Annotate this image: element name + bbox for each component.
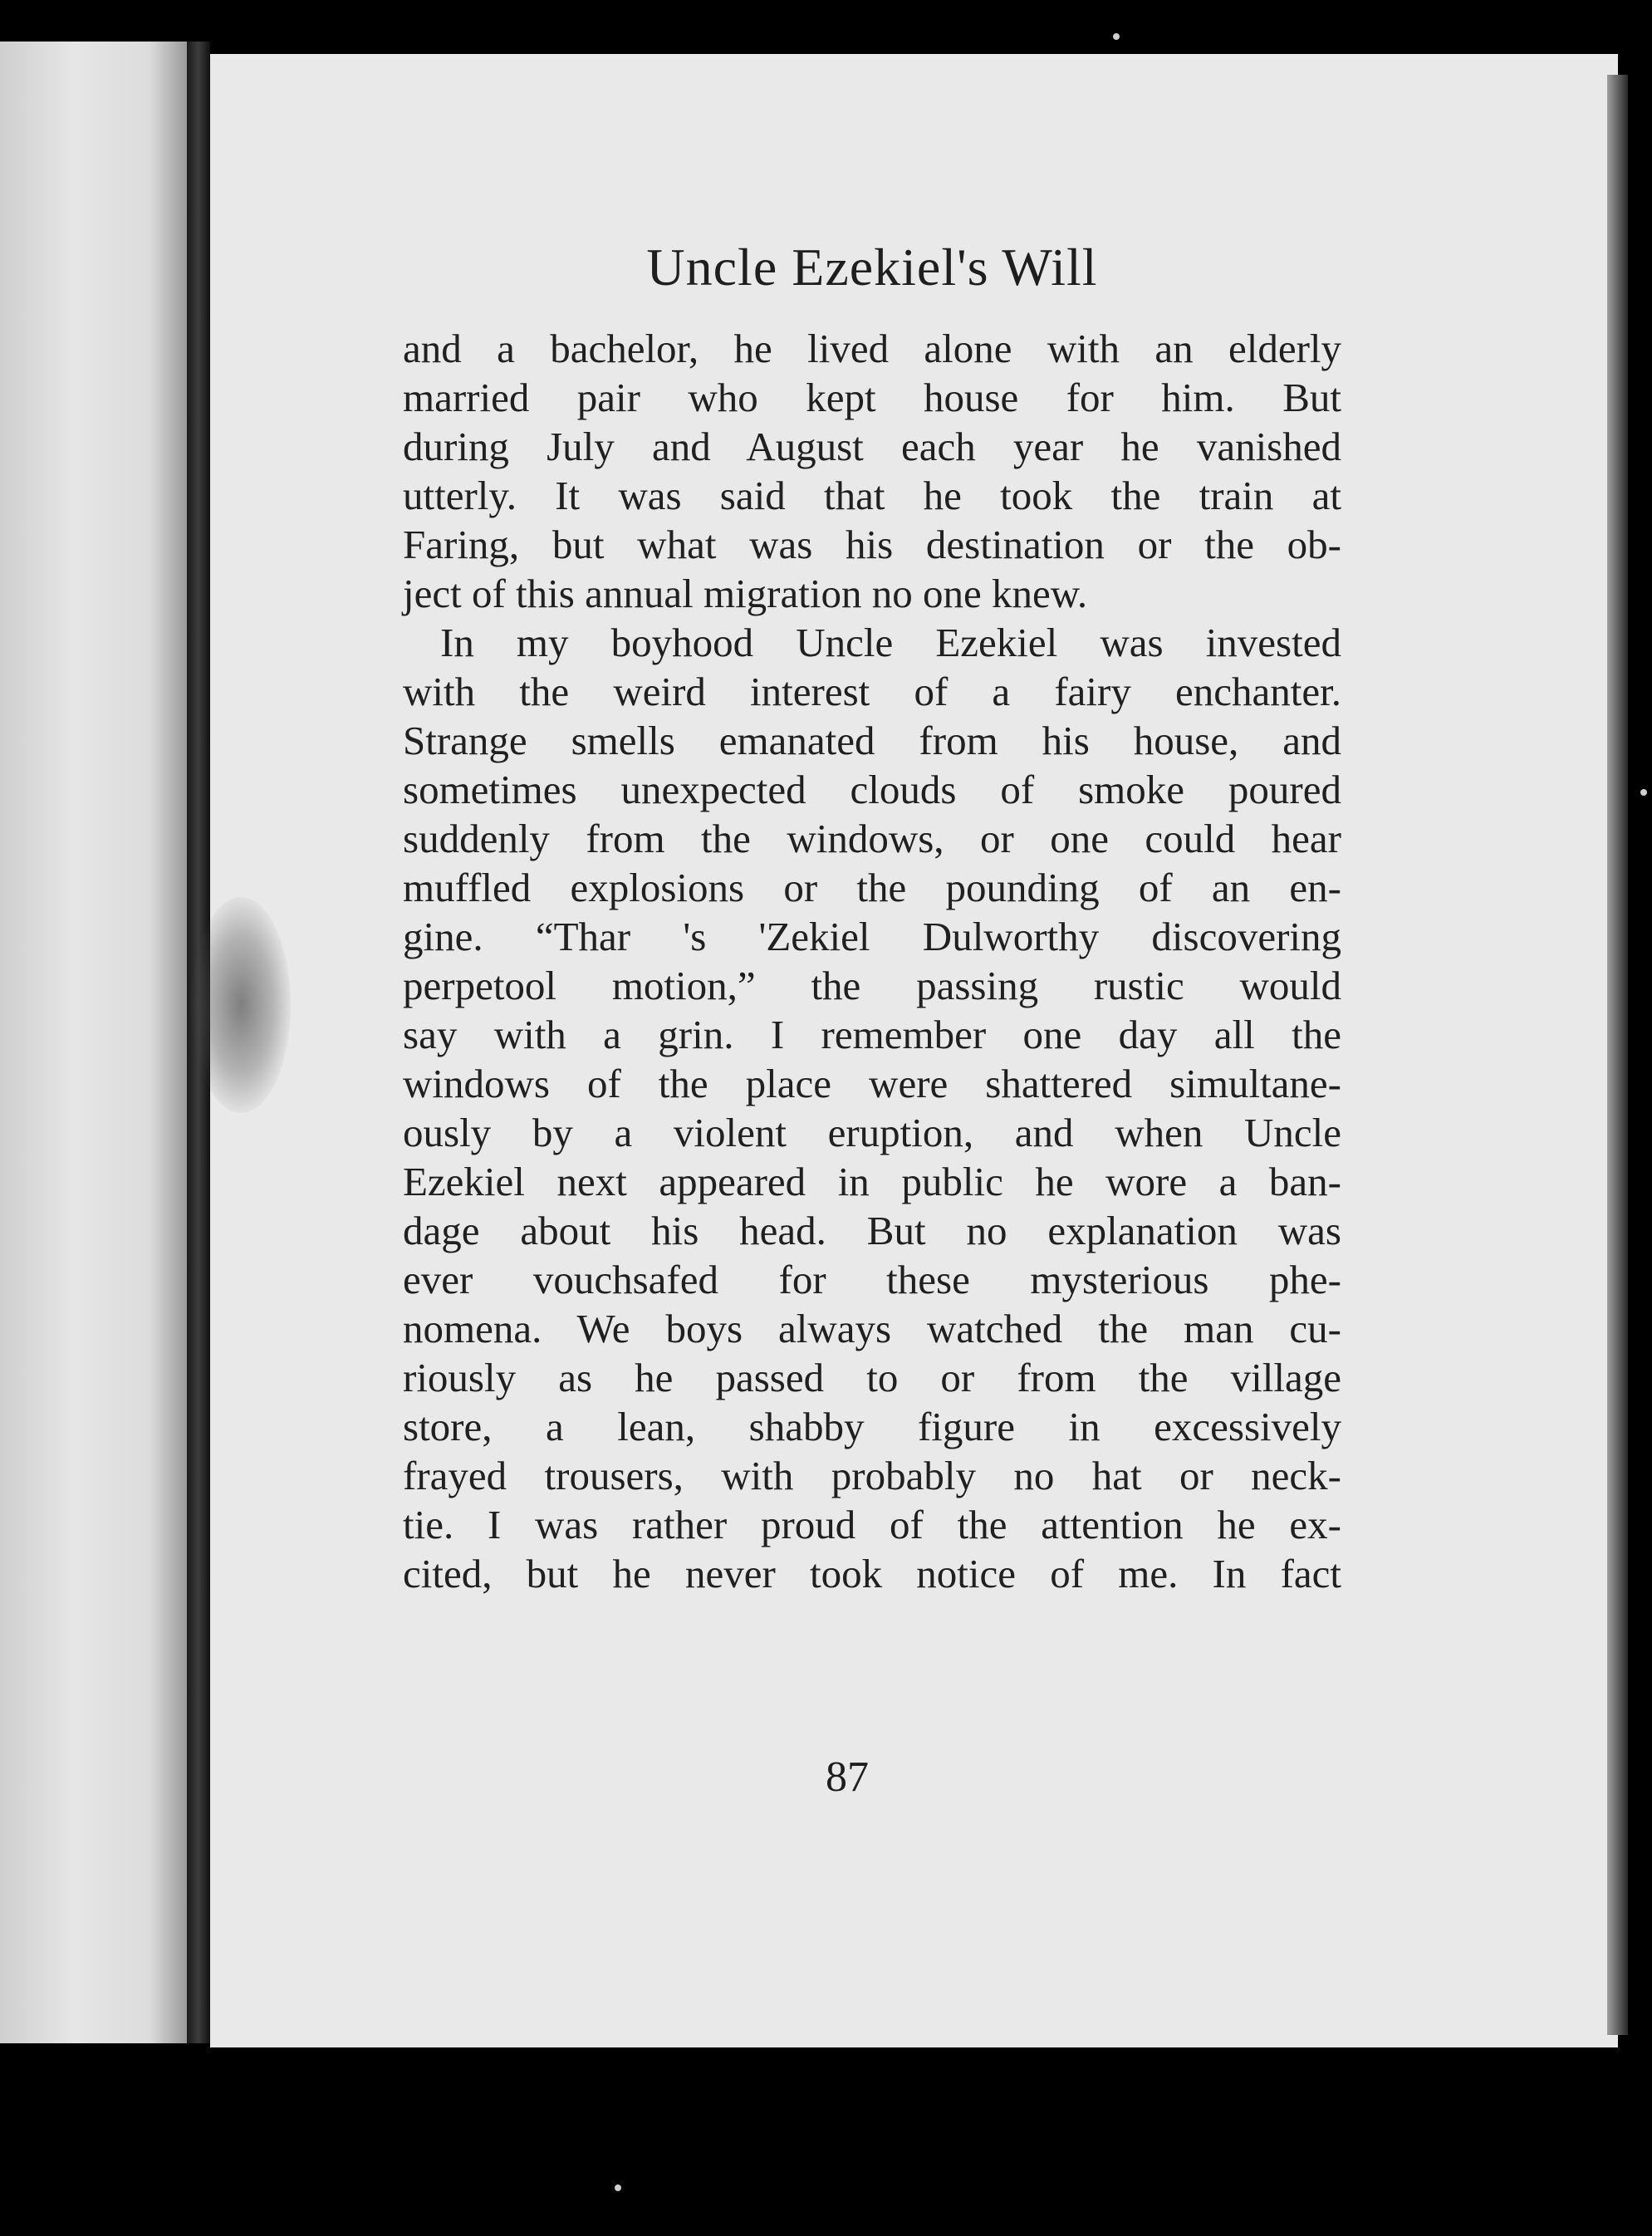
dust-speck	[1640, 789, 1647, 796]
text-line: and a bachelor, he lived alone with an elderly	[403, 326, 1341, 371]
text-line: muffled explosions or the pounding of an en-	[403, 865, 1341, 910]
running-head: Uncle Ezekiel's Will	[646, 238, 1098, 297]
text-line: suddenly from the windows, or one could hear	[403, 816, 1341, 861]
dust-speck	[1113, 33, 1120, 40]
text-line: utterly. It was said that he took the train at	[403, 473, 1341, 518]
text-line: frayed trousers, with probably no hat or neck-	[403, 1453, 1341, 1498]
text-line: Strange smells emanated from his house, and	[403, 718, 1341, 763]
text-line: married pair who kept house for him. But	[403, 375, 1341, 420]
paragraph-1	[403, 324, 1341, 618]
text-line: during July and August each year he vanished	[403, 424, 1341, 469]
text-line: riously as he passed to or from the village	[403, 1355, 1341, 1400]
text-line: ject of this annual migration no one knew.	[403, 571, 1088, 616]
page-number: 87	[826, 1753, 869, 1801]
text-line: windows of the place were shattered simultane-	[403, 1061, 1341, 1106]
text-line: with the weird interest of a fairy enchanter.	[403, 669, 1341, 714]
text-line: tie. I was rather proud of the attention he ex-	[403, 1502, 1341, 1547]
text-line: ously by a violent eruption, and when Uncle	[403, 1110, 1341, 1155]
paragraph-2	[403, 618, 1341, 1598]
page-right-edge	[1607, 75, 1628, 2035]
text-line: Ezekiel next appeared in public he wore a ban-	[403, 1159, 1341, 1204]
text-line: sometimes unexpected clouds of smoke poured	[403, 767, 1341, 812]
text-line: In my boyhood Uncle Ezekiel was invested	[440, 620, 1341, 665]
text-line: ever vouchsafed for these mysterious phe-	[403, 1257, 1341, 1302]
text-line: nomena. We boys always watched the man cu-	[403, 1306, 1341, 1351]
body-text	[403, 324, 1341, 1598]
dust-speck	[615, 2185, 621, 2191]
text-line: cited, but he never took notice of me. In fact	[403, 1551, 1341, 1596]
facing-page-edge	[0, 42, 187, 2043]
text-line: perpetool motion,” the passing rustic would	[403, 963, 1341, 1008]
text-line: dage about his head. But no explanation was	[403, 1208, 1341, 1253]
text-line: Faring, but what was his destination or the ob-	[403, 522, 1341, 567]
text-line: store, a lean, shabby figure in excessively	[403, 1404, 1341, 1449]
text-line: say with a grin. I remember one day all the	[403, 1012, 1341, 1057]
text-line: gine. “Thar 's 'Zekiel Dulworthy discovering	[403, 914, 1341, 959]
ink-blot-stain	[191, 897, 291, 1113]
